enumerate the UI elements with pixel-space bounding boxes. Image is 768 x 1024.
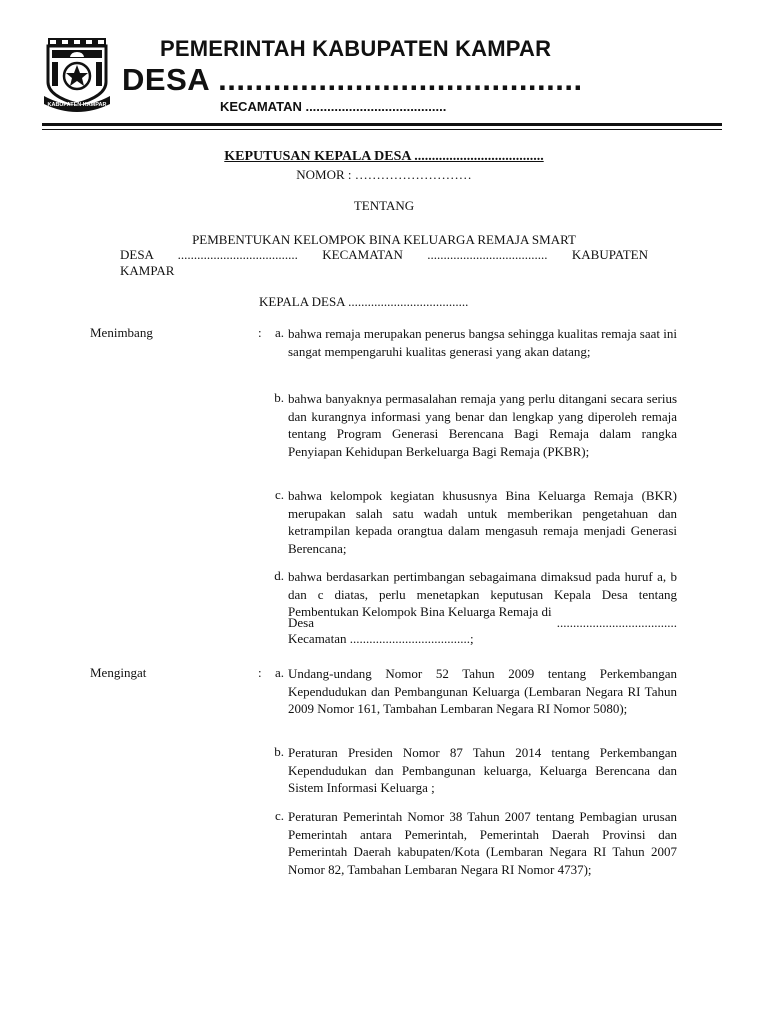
tentang-heading: TENTANG xyxy=(353,198,415,213)
mengingat-letter-b: b. xyxy=(274,744,284,759)
menimbang-item-d: bahwa berdasarkan pertimbangan sebagaimana dimaksud pada huruf a, b dan c diatas, perlu menetapkan keputusan Kepala Desa tentang Pembentukan Kelompok Bina Keluarga Remaja di xyxy=(288,569,677,619)
mengingat-letter-a: a. xyxy=(274,665,284,680)
district-name: KECAMATAN ....................................... xyxy=(220,99,447,114)
issuer-line: KEPALA DESA ..................................... xyxy=(259,294,469,309)
mengingat-colon: : xyxy=(258,665,262,680)
kampar-crest-logo xyxy=(42,38,112,112)
logo-caption: KABUPATEN KAMPAR xyxy=(47,102,107,108)
mengingat-label: Mengingat xyxy=(90,665,147,680)
menimbang-item-a: bahwa remaja merupakan penerus bangsa sehingga kualitas remaja saat ini sangat mempengaruhi kualitas generasi yang akan datang; xyxy=(288,326,677,359)
menimbang-letter-d: d. xyxy=(274,568,284,583)
subject-line-2: DESA ..................................... KECAMATAN ..................................... KABUPATEN xyxy=(120,247,648,262)
subject-line-1: PEMBENTUKAN KELOMPOK BINA KELUARGA REMAJA SMART xyxy=(192,232,576,247)
letterhead-rule-thick xyxy=(42,123,722,126)
government-name: PEMERINTAH KABUPATEN KAMPAR xyxy=(160,36,552,61)
kecamatan-row: Kecamatan .....................................; xyxy=(288,631,474,646)
mengingat-item-a: Undang-undang Nomor 52 Tahun 2009 tentang Perkembangan Kependudukan dan Pembangunan Keluarga (Lembaran Negara RI Tahun 2009 Nomor 161, Tambahan Lembaran Negara RI Nomor 5080); xyxy=(288,666,677,716)
menimbang-letter-b: b. xyxy=(274,390,284,405)
menimbang-label: Menimbang xyxy=(90,325,153,340)
decree-title xyxy=(0,149,768,165)
decree-title-text: KEPUTUSAN KEPALA DESA ..................................... xyxy=(224,149,544,164)
menimbang-item-d-desa-row xyxy=(288,615,677,631)
menimbang-item-b: bahwa banyaknya permasalahan remaja yang perlu ditangani secara serius dan kurangnya informasi yang benar dan lengkap yang diperoleh remaja tentang Program Generasi Berencana Bagi Remaja dalam rangka Penyiapan Kehidupan Berkeluarga Bagi Remaja (PKBR); xyxy=(288,391,677,459)
village-name: DESA ........................................ xyxy=(122,62,583,97)
menimbang-letter-a: a. xyxy=(274,325,284,340)
menimbang-letter-c: c. xyxy=(274,487,284,502)
mengingat-item-c: Peraturan Pemerintah Nomor 38 Tahun 2007 tentang Pembagian urusan Pemerintah antara Pemerintah, Pemerintah Daerah Provinsi dan Pemerintah Daerah kabupaten/Kota (Lembaran Negara RI Tahun 2007 Nomor 82, Tambahan Lembaran Negara RI Nomor 4737); xyxy=(288,809,677,877)
desa-blank: ..................................... xyxy=(556,615,677,630)
mengingat-item-b: Peraturan Presiden Nomor 87 Tahun 2014 tentang Perkembangan Kependudukan dan Pembangunan keluarga, Keluarga Berencana dan Sistem Informasi Keluarga ; xyxy=(288,745,677,795)
decree-number: NOMOR : ……………………… xyxy=(296,167,472,182)
mengingat-letter-c: c. xyxy=(274,808,284,823)
menimbang-item-d-tail xyxy=(288,615,677,647)
desa-label: Desa xyxy=(288,615,314,630)
letterhead-rule-thin xyxy=(42,129,722,130)
menimbang-item-c: bahwa kelompok kegiatan khususnya Bina Keluarga Remaja (BKR) merupakan salah satu wadah untuk memberikan pengetahuan dan ketrampilan kepada orangtua dalam mengasuh remaja menjadi Generasi Berencana; xyxy=(288,488,677,556)
subject-line-3: KAMPAR xyxy=(120,263,175,278)
menimbang-colon: : xyxy=(258,325,262,340)
